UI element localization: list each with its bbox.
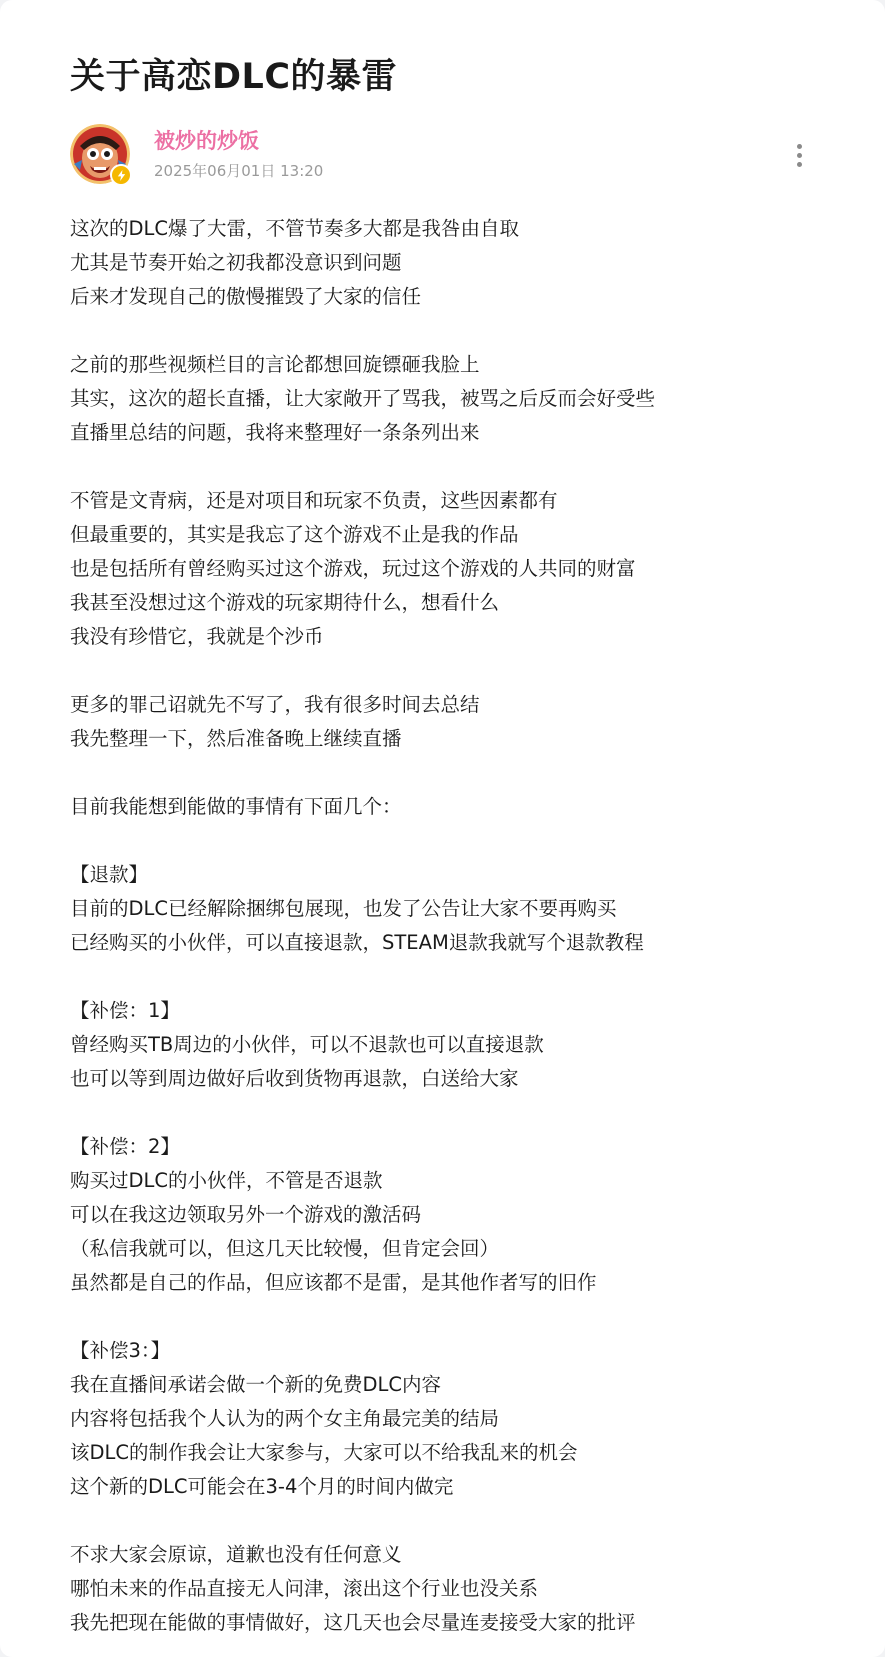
body-line: 这个新的DLC可能会在3-4个月的时间内做完 [70, 1475, 454, 1498]
body-line: 其实，这次的超长直播，让大家敞开了骂我，被骂之后反而会好受些 [70, 387, 656, 410]
body-line: 购买过DLC的小伙伴，不管是否退款 [70, 1169, 383, 1192]
section-heading-compensation-2: 【补偿：2】 [70, 1135, 180, 1158]
author-avatar[interactable] [70, 124, 130, 184]
body-line [70, 824, 860, 858]
body-line: 已经购买的小伙伴，可以直接退款，STEAM退款我就写个退款教程 [70, 931, 644, 954]
body-line: 该DLC的制作我会让大家参与，大家可以不给我乱来的机会 [70, 1441, 578, 1464]
body-line: 不管是文青病，还是对项目和玩家不负责，这些因素都有 [70, 489, 558, 512]
body-line: 我先整理一下，然后准备晚上继续直播 [70, 727, 402, 750]
body-line: （私信我就可以，但这几天比较慢，但肯定会回） [70, 1237, 500, 1260]
body-line: 目前的DLC已经解除捆绑包展现，也发了公告让大家不要再购买 [70, 897, 617, 920]
body-line [70, 1096, 860, 1130]
more-vertical-icon [797, 144, 802, 149]
body-line: 尤其是节奏开始之初我都没意识到问题 [70, 251, 402, 274]
body-line [70, 960, 860, 994]
body-line: 不求大家会原谅，道歉也没有任何意义 [70, 1543, 402, 1566]
body-line: 目前我能想到能做的事情有下面几个： [70, 795, 402, 818]
body-line: 虽然都是自己的作品，但应该都不是雷，是其他作者写的旧作 [70, 1271, 597, 1294]
body-line: 也是包括所有曾经购买过这个游戏，玩过这个游戏的人共同的财富 [70, 557, 636, 580]
body-line: 曾经购买TB周边的小伙伴，可以不退款也可以直接退款 [70, 1033, 544, 1056]
body-line: 直播里总结的问题，我将来整理好一条条列出来 [70, 421, 480, 444]
body-line [70, 1504, 860, 1538]
body-line [70, 756, 860, 790]
body-line: 更多的罪己诏就先不写了，我有很多时间去总结 [70, 693, 480, 716]
body-line [70, 1300, 860, 1334]
body-line: 也可以等到周边做好后收到货物再退款，白送给大家 [70, 1067, 519, 1090]
body-line [70, 654, 860, 688]
body-line: 哪怕未来的作品直接无人问津，滚出这个行业也没关系 [70, 1577, 539, 1600]
body-line: 可以在我这边领取另外一个游戏的激活码 [70, 1203, 422, 1226]
body-line: 我先把现在能做的事情做好，这几天也会尽量连麦接受大家的批评 [70, 1611, 636, 1634]
body-line: 之前的那些视频栏目的言论都想回旋镖砸我脸上 [70, 353, 480, 376]
post-timestamp: 2025年06月01日 13:20 [154, 162, 324, 180]
body-line: 但最重要的，其实是我忘了这个游戏不止是我的作品 [70, 523, 519, 546]
body-line: 后来才发现自己的傲慢摧毁了大家的信任 [70, 285, 422, 308]
post-title: 关于高恋DLC的暴雷 [70, 57, 398, 97]
post-body [70, 212, 860, 1640]
section-heading-compensation-1: 【补偿：1】 [70, 999, 180, 1022]
body-line: 这次的DLC爆了大雷，不管节奏多大都是我咎由自取 [70, 217, 519, 240]
body-line: 内容将包括我个人认为的两个女主角最完美的结局 [70, 1407, 500, 1430]
section-heading-refund: 【退款】 [70, 863, 149, 886]
body-line: 我甚至没想过这个游戏的玩家期待什么，想看什么 [70, 591, 500, 614]
body-line [70, 314, 860, 348]
body-line [70, 450, 860, 484]
body-line: 我没有珍惜它，我就是个沙币 [70, 625, 324, 648]
more-options-button[interactable] [786, 138, 812, 172]
lightning-icon [110, 164, 132, 186]
author-name[interactable]: 被炒的炒饭 [154, 129, 259, 153]
section-heading-compensation-3: 【补偿3：】 [70, 1339, 171, 1362]
body-line: 我在直播间承诺会做一个新的免费DLC内容 [70, 1373, 441, 1396]
